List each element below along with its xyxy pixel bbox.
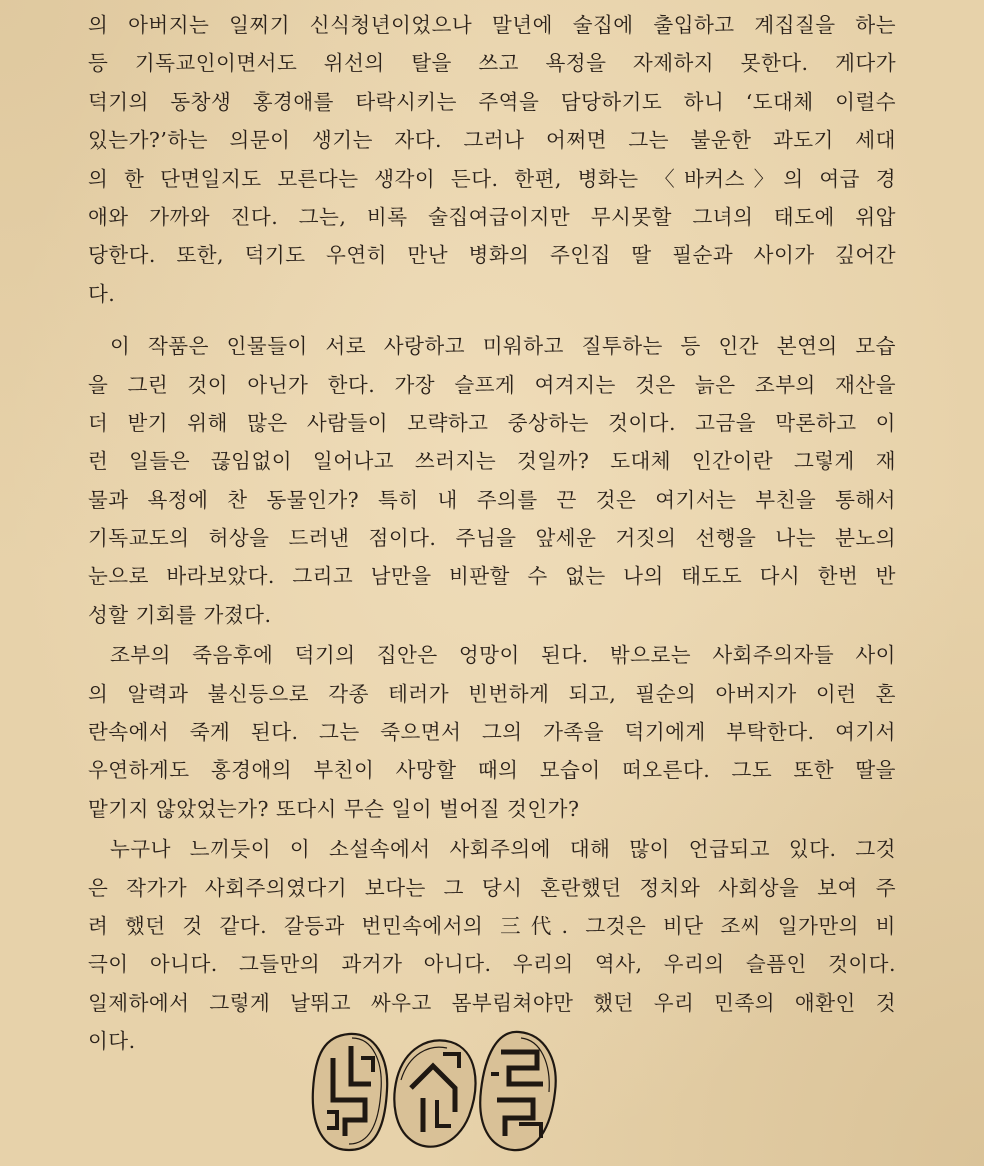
text-line: 애와 가까와 진다. 그는, 비록 술집여급이지만 무시못할 그녀의 태도에 위압 xyxy=(88,204,896,229)
text-line: 극이 아니다. 그들만의 과거가 아니다. 우리의 역사, 우리의 슬픔인 것이다. xyxy=(88,952,896,977)
seal-stones-ornament xyxy=(305,1028,565,1156)
text-line: 우연하게도 홍경애의 부친이 사망할 때의 모습이 떠오른다. 그도 또한 딸을 xyxy=(88,758,896,783)
text-line: 의 아버지는 일찌기 신식청년이었으나 말년에 술집에 출입하고 계집질을 하는 xyxy=(88,13,896,37)
text-line: 일제하에서 그렇게 날뛰고 싸우고 몸부림쳐야만 했던 우리 민족의 애환인 것 xyxy=(88,990,896,1015)
seal-stone-right xyxy=(480,1032,555,1150)
text-line: 이 작품은 인물들이 서로 사랑하고 미워하고 질투하는 등 인간 본연의 모습 xyxy=(110,334,896,359)
seal-stone-middle xyxy=(394,1041,475,1147)
text-line: 눈으로 바라보았다. 그리고 남만을 비판할 수 없는 나의 태도도 다시 한번 반 xyxy=(88,564,896,589)
text-line: 기독교도의 허상을 드러낸 점이다. 주님을 앞세운 거짓의 선행을 나는 분노의 xyxy=(88,526,896,551)
text-line: 있는가?’하는 의문이 생기는 자다. 그러나 어쩌면 그는 불운한 과도기 세대 xyxy=(88,128,896,153)
text-line: 누구나 느끼듯이 이 소설속에서 사회주의에 대해 많이 언급되고 있다. 그것 xyxy=(110,837,896,862)
seal-stone-left xyxy=(313,1034,387,1150)
text-line: 란속에서 죽게 된다. 그는 죽으면서 그의 가족을 덕기에게 부탁한다. 여기서 xyxy=(88,720,896,745)
text-line: 의 한 단면일지도 모른다는 생각이 든다. 한편, 병화는 〈바커스〉의 여급 경 xyxy=(88,166,896,191)
text-line: 조부의 죽음후에 덕기의 집안은 엉망이 된다. 밖으로는 사회주의자들 사이 xyxy=(110,643,896,668)
text-line: 을 그린 것이 아닌가 한다. 가장 슬프게 여겨지는 것은 늙은 조부의 재산을 xyxy=(88,372,896,397)
text-line: 물과 욕정에 찬 동물인가? 특히 내 주의를 끈 것은 여기서는 부친을 통해서 xyxy=(88,487,896,512)
body-text xyxy=(88,6,896,1061)
text-line: 더 받기 위해 많은 사람들이 모략하고 중상하는 것이다. 고금을 막론하고 이 xyxy=(88,410,896,435)
paragraph-gap xyxy=(88,313,896,327)
text-line: 덕기의 동창생 홍경애를 타락시키는 주역을 담당하기도 하니 ‘도대체 이럴수 xyxy=(88,89,896,114)
text-line: 이다. xyxy=(88,1029,136,1054)
text-line: 등 기독교인이면서도 위선의 탈을 쓰고 욕정을 자제하지 못한다. 게다가 xyxy=(88,51,896,76)
text-line: 의 알력과 불신등으로 각종 테러가 빈번하게 되고, 필순의 아버지가 이런 혼 xyxy=(88,681,896,706)
text-line: 맡기지 않았었는가? 또다시 무슨 일이 벌어질 것인가? xyxy=(88,796,580,821)
text-line: 성할 기회를 가졌다. xyxy=(88,602,272,627)
text-line: 은 작가가 사회주의였다기 보다는 그 당시 혼란했던 정치와 사회상을 보여 주 xyxy=(88,875,896,900)
text-line: 려 했던 것 같다. 갈등과 번민속에서의 三代. 그것은 비단 조씨 일가만의 비 xyxy=(88,913,896,938)
text-line: 다. xyxy=(88,281,116,306)
text-line: 런 일들은 끊임없이 일어나고 쓰러지는 것일까? 도대체 인간이란 그렇게 재 xyxy=(88,449,896,474)
text-line: 당한다. 또한, 덕기도 우연히 만난 병화의 주인집 딸 필순과 사이가 깊어간 xyxy=(88,243,896,268)
